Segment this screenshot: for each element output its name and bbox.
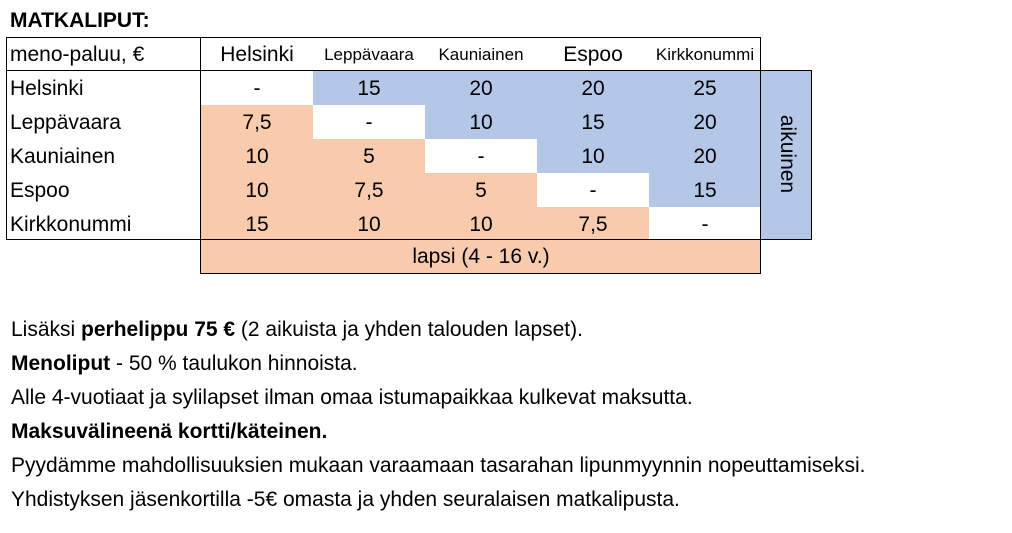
price-cell-diagonal: - (365, 110, 373, 134)
exact-change-note: Pyydämme mahdollisuuksien mukaan varaamaan tasarahan lipunmyynnin nopeuttamiseksi. (11, 454, 866, 477)
page-title: MATKALIPUT: (10, 9, 150, 32)
row-header: Espoo (10, 178, 70, 202)
row-header: Helsinki (10, 76, 84, 100)
child-price-cell: 7,5 (537, 207, 649, 241)
note-text: - 50 % taulukon hinnoista. (110, 352, 358, 375)
table-bottom-border (6, 239, 812, 240)
adult-price-cell: 25 (649, 71, 761, 105)
price-cell-diagonal: - (589, 178, 597, 202)
note-text-bold: perhelippu 75 € (81, 318, 236, 341)
column-header: Kauniainen (438, 44, 524, 64)
child-price-cell: 10 (425, 207, 537, 241)
adult-price-cell: 20 (425, 71, 537, 105)
adult-band-label-wrap (763, 70, 811, 238)
adult-price-cell: 15 (649, 173, 761, 207)
table-corner-label: meno-paluu, € (10, 42, 145, 66)
adult-price-cell: 15 (537, 105, 649, 139)
free-travel-note: Alle 4-vuotiaat ja sylilapset ilman omaa istumapaikkaa kulkevat maksutta. (11, 386, 693, 409)
table-right-border (760, 37, 761, 274)
label-column-border (200, 37, 201, 274)
child-price-cell: 5 (425, 173, 537, 207)
note-text: Lisäksi (11, 318, 82, 341)
adult-band-right-border (811, 70, 812, 240)
price-cell-diagonal: - (477, 144, 485, 168)
price-cell-diagonal: - (701, 212, 709, 236)
adult-price-cell: 10 (537, 139, 649, 173)
member-discount-note: Yhdistyksen jäsenkortilla -5€ omasta ja yhden seuralaisen matkalipusta. (11, 488, 680, 511)
adult-price-cell: 20 (537, 71, 649, 105)
row-header: Kauniainen (10, 144, 116, 168)
row-header: Leppävaara (10, 110, 121, 134)
payment-method-note (11, 415, 865, 449)
header-bottom-border (6, 70, 812, 71)
table-top-border (6, 37, 761, 38)
adult-price-cell: 10 (425, 105, 537, 139)
child-price-cell: 5 (313, 139, 425, 173)
ticket-notes (11, 313, 865, 517)
family-ticket-note (11, 313, 865, 347)
note-text: (2 aikuista ja yhden talouden lapset). (235, 318, 583, 341)
adult-price-cell: 20 (649, 105, 761, 139)
child-price-cell: 7,5 (313, 173, 425, 207)
adult-price-cell: 15 (313, 71, 425, 105)
column-header: Leppävaara (324, 44, 414, 64)
child-price-cell: 7,5 (201, 105, 313, 139)
adult-band-label: aikuinen (776, 114, 800, 194)
adult-price-cell: 20 (649, 139, 761, 173)
note-text-bold: Menoliput (11, 352, 111, 375)
note-text-bold: Maksuvälineenä kortti/käteinen. (11, 420, 328, 443)
price-cell-diagonal: - (253, 76, 261, 100)
child-band-bottom-border (201, 273, 761, 274)
column-header: Helsinki (220, 42, 294, 66)
one-way-ticket-note (11, 347, 865, 381)
row-header: Kirkkonummi (10, 212, 132, 236)
child-band-label: lapsi (4 - 16 v.) (201, 240, 761, 273)
table-left-border (6, 37, 7, 240)
child-price-cell: 10 (201, 173, 313, 207)
column-header: Kirkkonummi (655, 44, 755, 64)
column-header: Espoo (563, 42, 623, 66)
child-price-cell: 10 (313, 207, 425, 241)
child-price-cell: 10 (201, 139, 313, 173)
child-price-cell: 15 (201, 207, 313, 241)
